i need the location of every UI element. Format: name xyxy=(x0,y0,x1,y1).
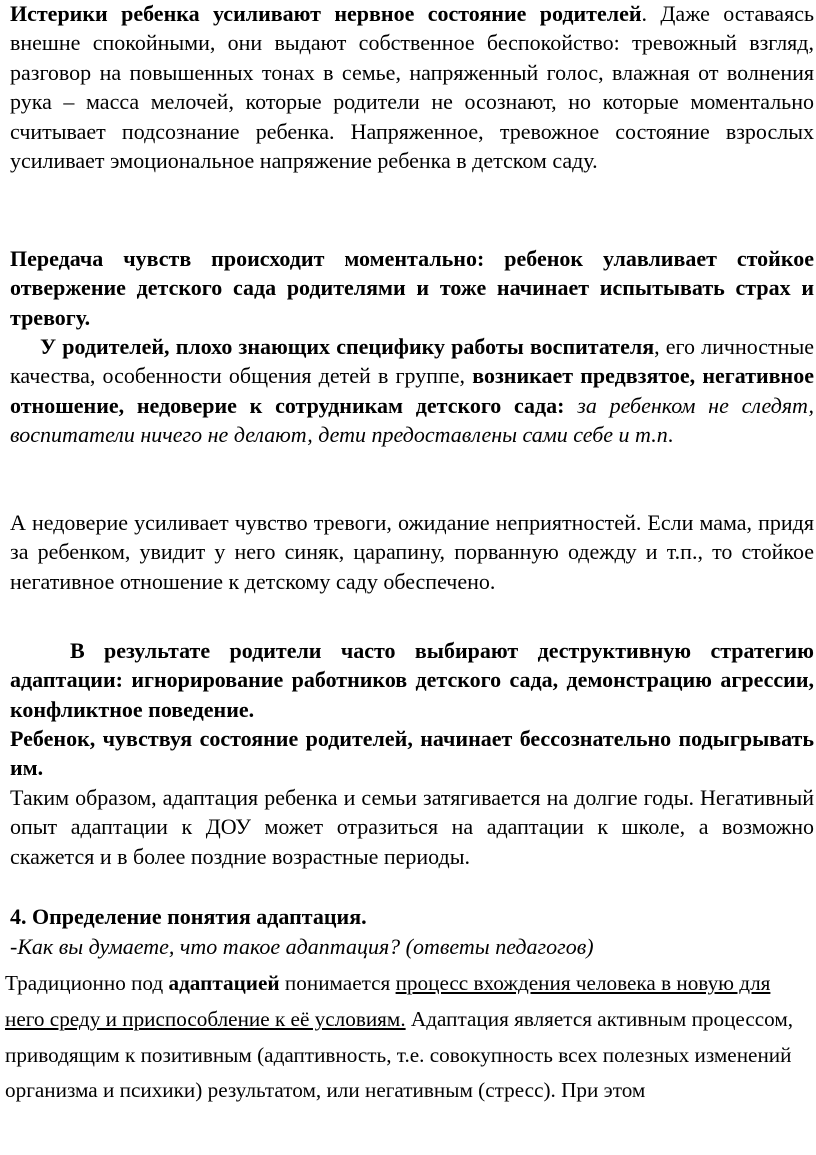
paragraph-text: Таким образом, адаптация ребенка и семьи затягивается на долгие годы. Негативный опыт адаптации к ДОУ может отразиться на адаптации к школе, а возможно скажется и в более поздние возрастные периоды. xyxy=(10,785,814,869)
question-line xyxy=(10,932,814,961)
paragraph-conclusion xyxy=(10,783,814,871)
paragraph-child-reaction xyxy=(10,724,814,783)
paragraph-adaptation-definition xyxy=(5,966,814,1109)
italic-question: -Как вы думаете, что такое адаптация? (ответы педагогов) xyxy=(10,934,594,959)
section-heading xyxy=(10,902,814,931)
bold-lead: У родителей, плохо знающих специфику работы воспитателя xyxy=(40,334,655,359)
paragraph-text: , его личностные качества, особенности общения детей в группе, xyxy=(10,334,814,389)
italic-quote: за ребенком не следят, воспитатели ничего не делают, дети предоставлены сами себе и т.п xyxy=(10,392,814,448)
paragraph-text: Адаптация является активным процессом, приводящим к позитивным (адаптивность, т.е. совокупность всех полезных изменений организма и психики) результатом, или негативным (стресс). При этом xyxy=(5,1006,794,1103)
paragraph-hysterics xyxy=(10,0,814,175)
paragraph-text: . Даже оставаясь внешне спокойными, они выдают собственное беспокойство: тревожный взгляд, разговор на повышенных тонах в семье, напряженный голос, влажная от волнения рука – масса мелочей, которые родители не осознают, но которые моментально считывает подсознание ребенка. Напряженное, тревожное состояние взрослых усиливает эмоциональное напряжение ребенка в детском саду. xyxy=(10,1,814,174)
underlined-definition: процесс вхождения человека в новую для него среду и приспособление к её условиям. xyxy=(5,971,771,1031)
bold-statement: возникает предвзятое, негативное отношение, недоверие к сотрудникам детского сада: xyxy=(10,363,814,418)
bold-statement: Передача чувств происходит моментально: ребенок улавливает стойкое отвержение детского сада родителями и тоже начинает испытывать страх и тревогу. xyxy=(10,246,814,330)
paragraph-text: понимается xyxy=(279,971,396,995)
bold-statement: В результате родители часто выбирают деструктивную стратегию адаптации: игнорирование работников детского сада, демонстрацию агрессии, конфликтное поведение. xyxy=(10,638,814,722)
paragraph-text: А недоверие усиливает чувство тревоги, ожидание неприятностей. Если мама, придя за ребенком, увидит у него синяк, царапину, порванную одежду и т.п., то стойкое негативное отношение к детскому саду обеспечено. xyxy=(10,510,814,594)
paragraph-text: Традиционно под xyxy=(5,971,169,995)
paragraph-feelings-transfer xyxy=(10,244,814,332)
paragraph-parents-distrust xyxy=(10,332,814,450)
bold-statement: Ребенок, чувствуя состояние родителей, начинает бессознательно подыгрывать им. xyxy=(10,726,814,781)
bold-term: адаптацией xyxy=(168,971,280,995)
heading-text: 4. Определение понятия адаптация. xyxy=(10,904,367,929)
bold-lead: Истерики ребенка усиливают нервное состояние родителей xyxy=(10,1,642,26)
paragraph-destructive-strategy xyxy=(10,636,814,724)
paragraph-distrust-anxiety xyxy=(10,508,814,596)
paragraph-text-end: . xyxy=(667,422,674,448)
